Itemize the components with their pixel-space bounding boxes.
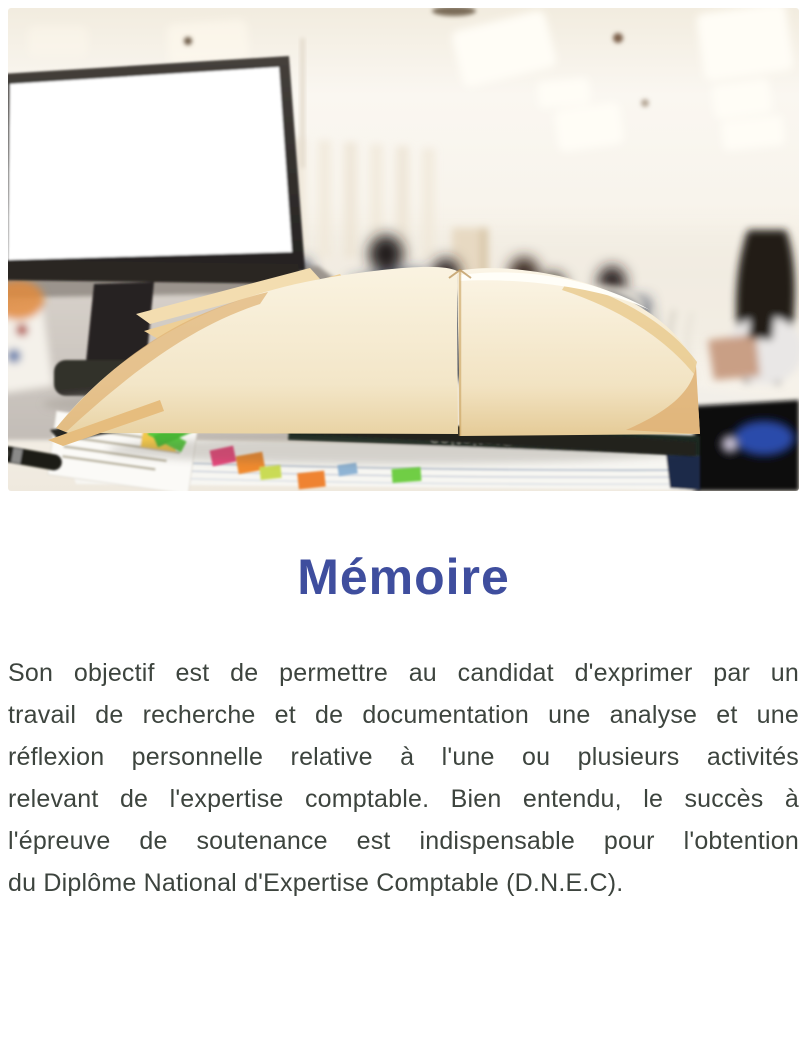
dark-corner-object xyxy=(694,400,799,491)
page-title: Mémoire xyxy=(297,549,510,605)
monitor-screen xyxy=(8,67,292,260)
wall-corner xyxy=(300,38,305,168)
paragraph-line: relevant de l'expertise comptable. Bien entendu, le succès à xyxy=(8,785,799,813)
textbook-spine-end xyxy=(666,454,700,490)
classroom-photo-art xyxy=(8,8,799,491)
paragraph-line: l'épreuve de soutenance est indispensable pour l'obtention xyxy=(8,827,799,855)
paragraph-line: réflexion personnelle relative à l'une ou plusieurs activités xyxy=(8,743,799,771)
paragraph-line: Son objectif est de permettre au candidat d'exprimer par un xyxy=(8,659,799,687)
body-paragraph xyxy=(8,652,799,904)
classroom-photo xyxy=(8,8,799,491)
paragraph-line: du Diplôme National d'Expertise Comptable (D.N.E.C). xyxy=(8,869,624,897)
paragraph-line: travail de recherche et de documentation une analyse et une xyxy=(8,701,799,729)
